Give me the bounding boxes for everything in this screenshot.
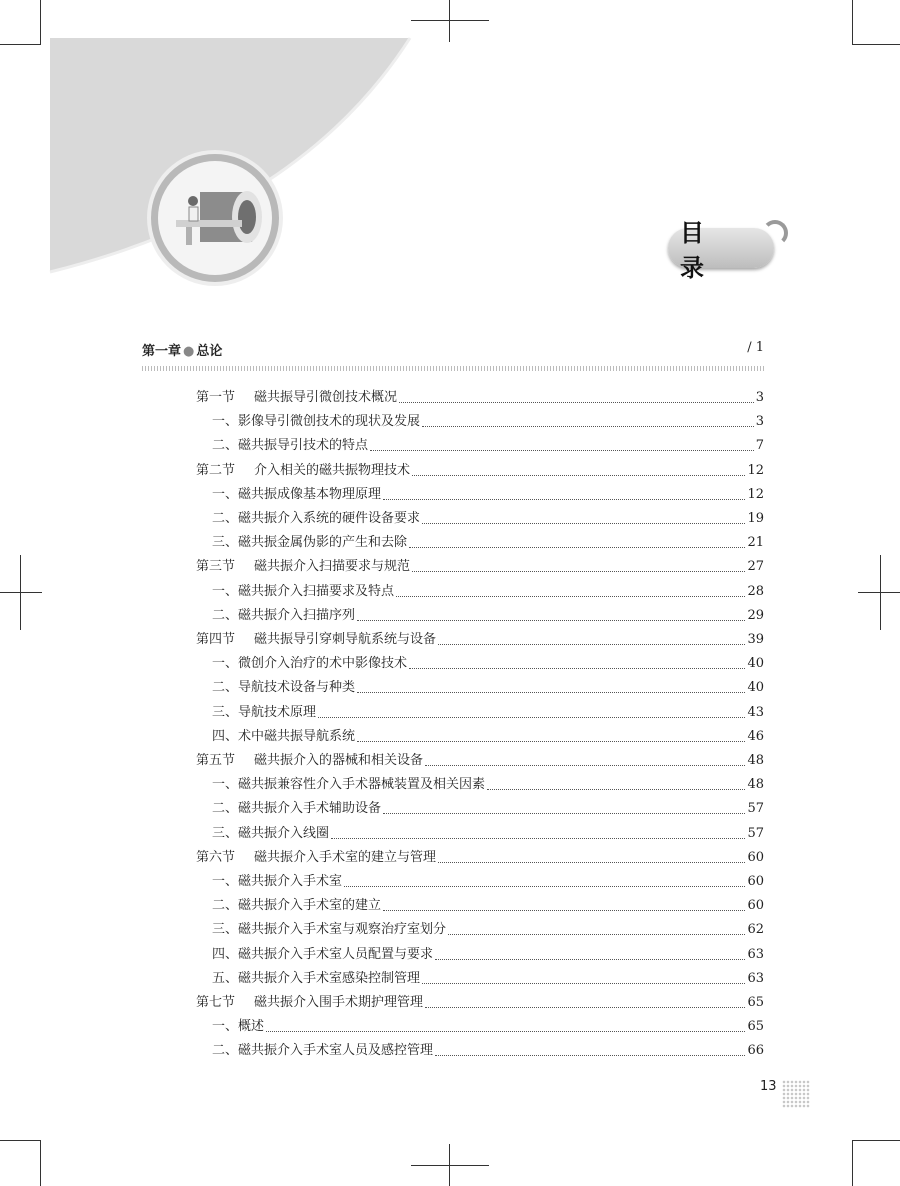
crop-mark xyxy=(852,1140,853,1186)
toc-item-row xyxy=(212,652,764,672)
dot-leader xyxy=(422,426,754,427)
toc-item-row xyxy=(212,410,764,430)
dot-leader xyxy=(409,547,745,548)
toc-item-row xyxy=(212,701,764,721)
toc-item-row xyxy=(212,725,764,745)
dot-leader xyxy=(344,886,745,887)
toc-entry-title: 一、磁共振介入扫描要求及特点 xyxy=(212,583,395,599)
crop-mark xyxy=(40,1140,41,1186)
dot-leader xyxy=(357,741,745,742)
toc-entry-title: 四、磁共振介入手术室人员配置与要求 xyxy=(212,946,434,962)
section-number: 第一节 xyxy=(196,390,236,405)
dot-leader xyxy=(487,789,745,790)
toc-entry-page: 21 xyxy=(747,535,764,551)
toc-entry-page: 63 xyxy=(747,970,764,986)
toc-entry-title: 一、磁共振兼容性介入手术器械装置及相关因素 xyxy=(212,777,486,793)
toc-item-row xyxy=(212,870,764,890)
toc-item-row xyxy=(212,943,764,963)
dot-leader xyxy=(383,499,745,500)
toc-entry-page: 3 xyxy=(755,390,764,405)
dot-leader xyxy=(412,475,745,476)
dot-leader xyxy=(357,692,745,693)
toc-section-row xyxy=(196,991,764,1011)
toc-entry-page: 48 xyxy=(747,753,764,768)
page-title: 目 录 xyxy=(668,228,774,268)
toc-entry-title: 磁共振导引微创技术概况 xyxy=(254,390,398,405)
dot-leader xyxy=(357,620,745,621)
dot-leader xyxy=(422,983,745,984)
toc-item-row xyxy=(212,676,764,696)
toc-entry-page: 7 xyxy=(755,438,764,454)
toc-section-row xyxy=(196,386,764,406)
toc-entry-page: 28 xyxy=(747,583,764,599)
toc-entry-title: 四、术中磁共振导航系统 xyxy=(212,728,356,744)
toc-entry-page: 62 xyxy=(747,922,764,938)
section-number: 第五节 xyxy=(196,753,236,768)
dot-leader xyxy=(438,862,745,863)
toc-entry-page: 27 xyxy=(747,559,764,575)
toc-entry-title: 磁共振导引穿刺导航系统与设备 xyxy=(254,632,437,647)
chapter-title xyxy=(142,340,222,359)
section-number: 第二节 xyxy=(196,462,236,478)
dot-leader xyxy=(425,765,745,766)
toc-entry-title: 磁共振介入的器械和相关设备 xyxy=(254,753,424,768)
toc-item-row xyxy=(212,507,764,527)
toc-entry-title: 五、磁共振介入手术室感染控制管理 xyxy=(212,970,421,986)
toc-item-row xyxy=(212,894,764,914)
toc-entry-page: 46 xyxy=(747,728,764,744)
dot-leader xyxy=(396,596,745,597)
toc-entry-page: 65 xyxy=(747,995,764,1010)
toc-entry-page: 29 xyxy=(747,607,764,623)
dot-leader xyxy=(331,838,745,839)
toc-entry-title: 二、磁共振导引技术的特点 xyxy=(212,438,369,454)
toc-entry-title: 一、磁共振成像基本物理原理 xyxy=(212,486,382,502)
toc-entry-title: 三、磁共振金属伪影的产生和去除 xyxy=(212,535,408,551)
toc-entry-title: 磁共振介入围手术期护理管理 xyxy=(254,995,424,1010)
section-number: 第七节 xyxy=(196,995,236,1010)
toc-entry-page: 63 xyxy=(747,946,764,962)
bullet-icon: ● xyxy=(183,344,195,359)
dot-leader xyxy=(266,1031,745,1032)
dot-leader xyxy=(425,1007,745,1008)
toc-entry-page: 48 xyxy=(747,777,764,793)
toc-entry-title: 一、磁共振介入手术室 xyxy=(212,874,343,889)
toc-entry-page: 3 xyxy=(755,414,764,430)
dot-leader xyxy=(318,717,745,718)
dot-pattern-decoration xyxy=(782,1080,810,1108)
toc-entry-page: 65 xyxy=(747,1019,764,1035)
chapter-divider xyxy=(142,366,764,371)
dot-leader xyxy=(448,934,745,935)
toc-entry-page: 40 xyxy=(747,656,764,672)
section-number: 第三节 xyxy=(196,559,236,575)
toc-entry-page: 39 xyxy=(747,632,764,647)
section-number: 第四节 xyxy=(196,632,236,647)
dot-leader xyxy=(438,644,745,645)
toc-section-row xyxy=(196,628,764,648)
toc-item-row xyxy=(212,918,764,938)
section-number: 第六节 xyxy=(196,849,236,865)
dot-leader xyxy=(383,910,745,911)
toc-item-row xyxy=(212,580,764,600)
chapter-page: / 1 xyxy=(747,340,764,355)
chapter-label: 第一章 xyxy=(142,344,182,359)
dot-leader xyxy=(370,450,754,451)
dot-leader xyxy=(435,1055,745,1056)
toc-entry-title: 磁共振介入手术室的建立与管理 xyxy=(254,849,437,865)
toc-entry-title: 三、导航技术原理 xyxy=(212,704,317,720)
toc-entry-page: 60 xyxy=(747,874,764,889)
dot-leader xyxy=(412,571,745,572)
toc-entry-title: 磁共振介入扫描要求与规范 xyxy=(254,559,411,575)
toc-entry-title: 二、磁共振介入系统的硬件设备要求 xyxy=(212,511,421,526)
toc-entry-page: 57 xyxy=(747,801,764,817)
toc-item-row xyxy=(212,773,764,793)
toc-entry-title: 二、磁共振介入手术室的建立 xyxy=(212,898,382,914)
dot-leader xyxy=(422,523,745,524)
toc-item-row xyxy=(212,531,764,551)
crop-mark xyxy=(0,592,42,593)
toc-entry-page: 60 xyxy=(747,898,764,914)
toc-section-row xyxy=(196,846,764,866)
toc-entry-page: 19 xyxy=(747,511,764,526)
toc-entry-page: 57 xyxy=(747,825,764,841)
toc-section-row xyxy=(196,555,764,575)
toc-entry-page: 43 xyxy=(747,704,764,720)
toc-item-row xyxy=(212,1039,764,1059)
toc-entry-title: 一、概述 xyxy=(212,1019,265,1035)
page-number: 13 xyxy=(760,1079,777,1094)
toc-entry-page: 12 xyxy=(747,462,764,478)
toc-item-row xyxy=(212,483,764,503)
toc-section-row xyxy=(196,459,764,479)
toc-entry-page: 12 xyxy=(747,486,764,502)
crop-mark xyxy=(411,1165,489,1166)
toc-item-row xyxy=(212,1015,764,1035)
toc-section-row xyxy=(196,749,764,769)
mri-scanner-illustration xyxy=(147,150,283,286)
dot-leader xyxy=(409,668,745,669)
toc-entry-page: 40 xyxy=(747,680,764,696)
dot-leader xyxy=(399,402,754,403)
toc-entry-title: 二、磁共振介入扫描序列 xyxy=(212,607,356,623)
dot-leader xyxy=(435,959,745,960)
toc-entry-title: 二、导航技术设备与种类 xyxy=(212,680,356,696)
toc-entry-title: 三、磁共振介入手术室与观察治疗室划分 xyxy=(212,922,447,938)
toc-entry-title: 二、磁共振介入手术辅助设备 xyxy=(212,801,382,817)
toc-item-row xyxy=(212,967,764,987)
crop-mark xyxy=(852,1140,900,1141)
crop-mark xyxy=(0,1140,41,1141)
toc-entry-title: 二、磁共振介入手术室人员及感控管理 xyxy=(212,1043,434,1059)
toc-item-row xyxy=(212,822,764,842)
crop-mark xyxy=(858,592,900,593)
toc-entry-title: 一、影像导引微创技术的现状及发展 xyxy=(212,414,421,430)
chapter-name: 总论 xyxy=(196,344,223,359)
toc-entry-title: 三、磁共振介入线圈 xyxy=(212,825,330,841)
toc-item-row xyxy=(212,604,764,624)
toc-title-badge xyxy=(668,219,774,282)
dot-leader xyxy=(383,813,745,814)
toc-entry-title: 介入相关的磁共振物理技术 xyxy=(254,462,411,478)
toc-entry-page: 60 xyxy=(747,849,764,865)
toc-entry-title: 一、微创介入治疗的术中影像技术 xyxy=(212,656,408,672)
toc-entry-page: 66 xyxy=(747,1043,764,1059)
toc-item-row xyxy=(212,797,764,817)
toc-item-row xyxy=(212,434,764,454)
chapter-heading xyxy=(142,340,764,360)
